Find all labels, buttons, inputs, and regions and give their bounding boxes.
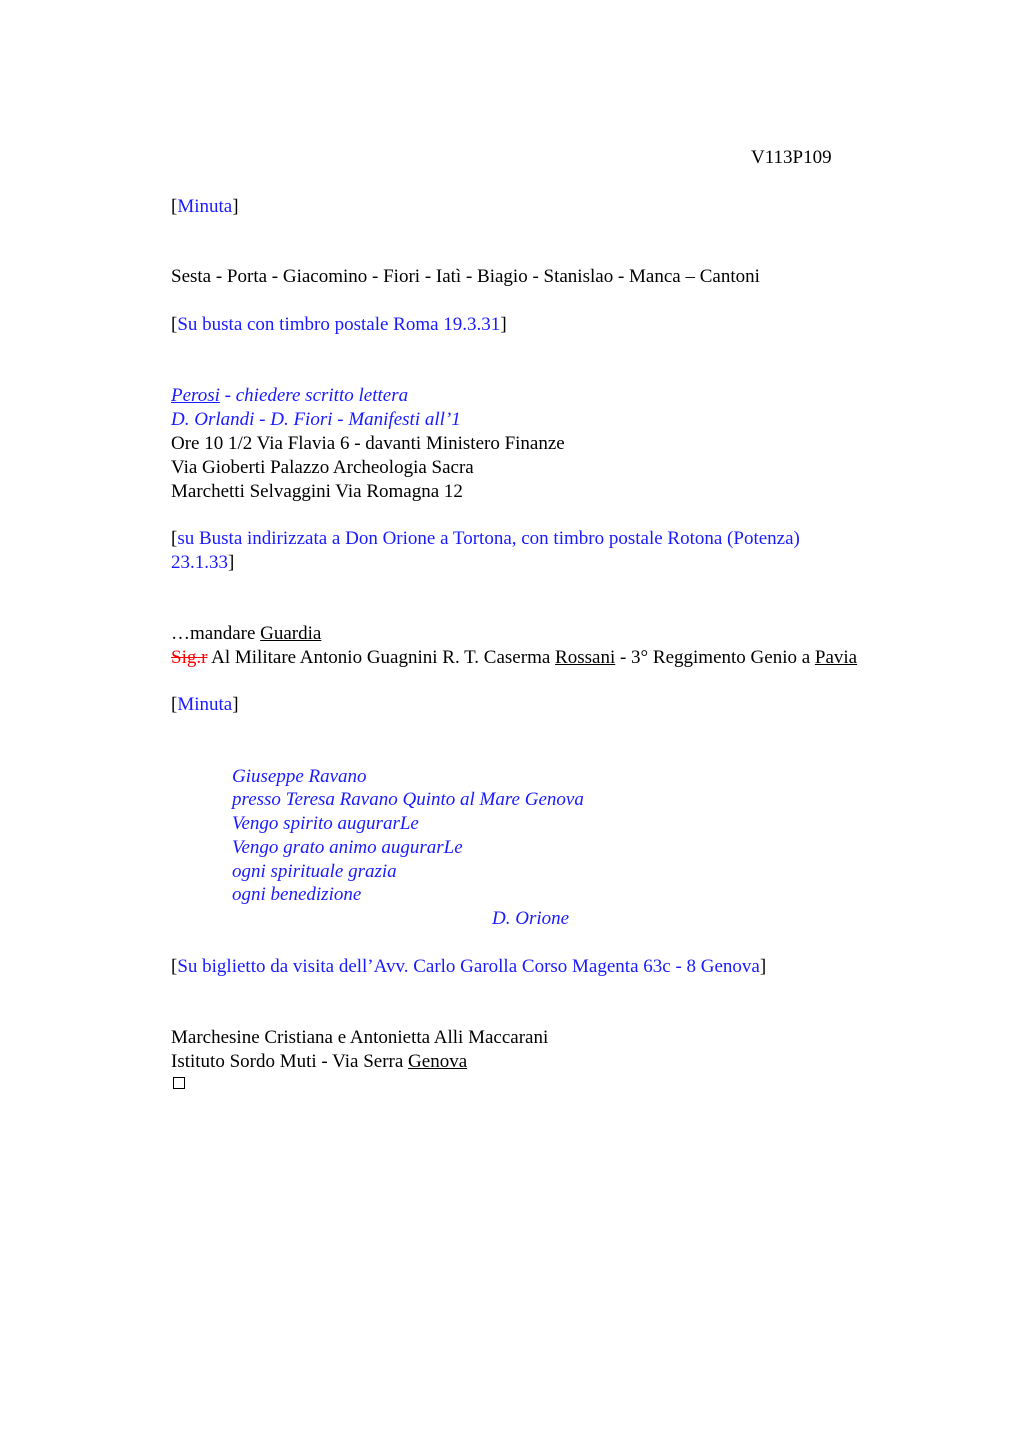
militare-line: Sig.r Al Militare Antonio Guagnini R. T. Caserma Rossani - 3° Reggimento Genio a Pavia [171, 647, 858, 668]
envelope-note-1: [Su busta con timbro postale Roma 19.3.31] [171, 314, 507, 335]
perosi-name: Perosi [171, 385, 220, 406]
istituto-line: Istituto Sordo Muti - Via Serra Genova [171, 1051, 468, 1072]
guardia-word: Guardia [260, 623, 322, 644]
minuta-note-2-text: Minuta [177, 694, 233, 715]
ravano-line-6: ogni benedizione [232, 884, 362, 905]
mandare-line: …mandare Guardia [171, 623, 322, 644]
minuta-note-1: [Minuta] [171, 196, 239, 217]
card-note-text: Su biglietto da visita dell’Avv. Carlo Garolla Corso Magenta 63c - 8 Genova [177, 956, 760, 977]
marchetti-line: Marchetti Selvaggini Via Romagna 12 [171, 481, 463, 502]
envelope-note-2-text1: su Busta indirizzata a Don Orione a Tortona, con timbro postale Rotona (Potenza) [177, 528, 800, 549]
genova-word: Genova [408, 1051, 468, 1072]
ore-line: Ore 10 1/2 Via Flavia 6 - davanti Ministero Finanze [171, 433, 565, 454]
signature-orione: D. Orione [492, 908, 570, 929]
card-note: [Su biglietto da visita dell’Avv. Carlo Garolla Corso Magenta 63c - 8 Genova] [171, 956, 767, 977]
names-line: Sesta - Porta - Giacomino - Fiori - Iatì - Biagio - Stanislao - Manca – Cantoni [171, 266, 760, 287]
perosi-rest: - chiedere scritto lettera [219, 385, 409, 406]
ravano-line-5: ogni spirituale grazia [232, 861, 397, 882]
ravano-line-4: Vengo grato animo augurarLe [232, 837, 463, 858]
checkbox-icon [173, 1077, 185, 1089]
envelope-note-2-text2: 23.1.33 [171, 552, 228, 573]
ravano-line-1: Giuseppe Ravano [232, 766, 367, 787]
orlandi-line: D. Orlandi - D. Fiori - Manifesti all’1 [171, 409, 461, 430]
envelope-note-2-line1: [su Busta indirizzata a Don Orione a Tortona, con timbro postale Rotona (Potenza) [171, 528, 800, 549]
struck-sig: Sig.r [171, 647, 208, 668]
marchesine-line: Marchesine Cristiana e Antonietta Alli Maccarani [171, 1027, 549, 1048]
minuta-note-2: [Minuta] [171, 694, 239, 715]
perosi-line [171, 384, 408, 408]
minuta-note-1-text: Minuta [177, 196, 233, 217]
rossani-word: Rossani [555, 647, 616, 668]
envelope-note-1-text: Su busta con timbro postale Roma 19.3.31 [177, 314, 501, 335]
envelope-note-2-line2: 23.1.33] [171, 552, 235, 573]
ravano-line-3: Vengo spirito augurarLe [232, 813, 419, 834]
ravano-line-2: presso Teresa Ravano Quinto al Mare Genova [232, 789, 584, 810]
ref-code: V113P109 [751, 147, 832, 168]
pavia-word: Pavia [814, 647, 858, 668]
gioberti-line: Via Gioberti Palazzo Archeologia Sacra [171, 457, 474, 478]
